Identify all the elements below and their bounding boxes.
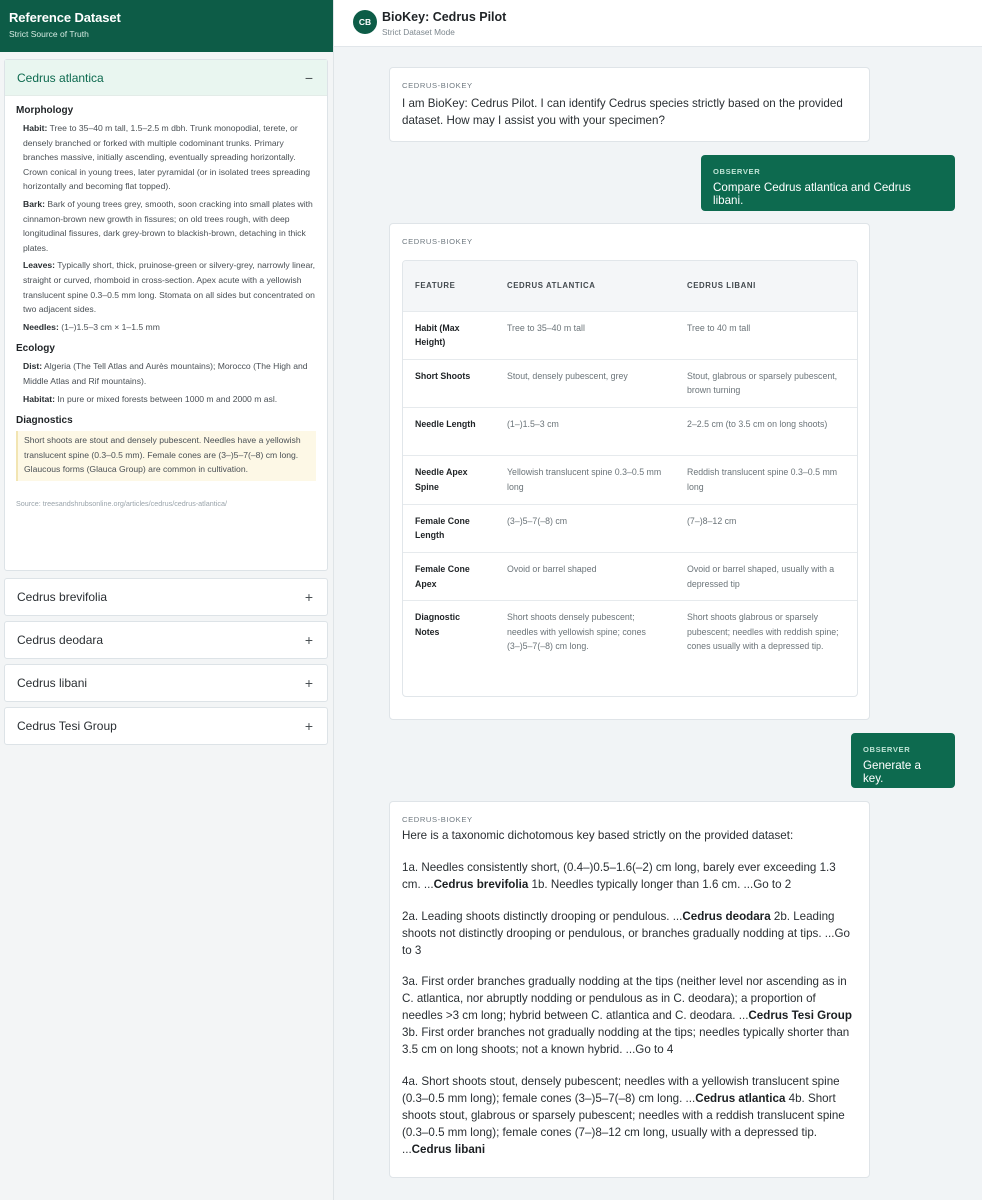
- expand-icon[interactable]: +: [304, 589, 314, 605]
- taxon-name: Cedrus brevifolia: [433, 877, 529, 891]
- message-text: Compare Cedrus atlantica and Cedrus libani.: [713, 181, 911, 207]
- feature-cell: Needle Length: [403, 408, 495, 456]
- user-label: OBSERVER: [713, 167, 761, 176]
- atlantica-cell: (1–)1.5–3 cm: [495, 408, 675, 456]
- accordion-header[interactable]: [5, 579, 327, 615]
- diagnostics-box: Short shoots are stout and densely pubescent. Needles have a yellowish translucent spine (0.3–0.5 mm). Female cones are (3–)5–7(–8) cm long. Glaucous forms (Glauca Group) are common in cultivation.: [16, 431, 316, 481]
- expand-icon[interactable]: +: [304, 718, 314, 734]
- key-couplet-1: 1a. Needles consistently short, (0.4–)0.5–1.6(–2) cm long, barely ever exceeding 1.3 cm. ...Cedrus brevifolia 1b. Needles typically longer than 1.6 cm. ...Go to 2: [402, 860, 836, 891]
- bot-label: CEDRUS-BIOKEY: [402, 815, 473, 824]
- accordion-title: Cedrus brevifolia: [17, 590, 108, 604]
- user-label: OBSERVER: [863, 745, 911, 754]
- accordion-header[interactable]: [5, 665, 327, 701]
- bark-entry: Bark: Bark of young trees grey, smooth, soon cracking into small plates with cinnamon-brown new growth in fissures; on old trees rough, with deep longitudinal fissures, dark grey-brown to blackish-brown, detaching in thick plates.: [23, 198, 313, 253]
- accordion-title: Cedrus atlantica: [17, 70, 104, 85]
- key-intro: Here is a taxonomic dichotomous key based strictly on the provided dataset:: [402, 829, 794, 842]
- libani-cell: Stout, glabrous or sparsely pubescent, brown turning: [675, 359, 857, 407]
- sidebar-title: Reference Dataset: [9, 10, 121, 25]
- feature-cell: Female Cone Apex: [403, 552, 495, 600]
- habit-entry: Habit: Tree to 35–40 m tall, 1.5–2.5 m dbh. Trunk monopodial, terete, or densely branched or forked with multiple codominant trunks. Primary branches massive, initially ascending, eventually spreading horizontally. Crown conical in young trees, later pyramidal (or in isolated trees spreading horizontally and becoming flat topped).: [23, 123, 311, 192]
- table-header-row: [403, 261, 857, 311]
- bot-message-comparison: [389, 223, 870, 720]
- accordion-body: [5, 96, 327, 508]
- key-couplet-4: 4a. Short shoots stout, densely pubescent; needles with a yellowish translucent spine (0.3–0.5 mm long); female cones (3–)5–7(–8) cm long. ...Cedrus atlantica 4b. Short shoots stout, glabrous or sparsely pubescent; needles with a reddish translucent spine (0.3–0.5 mm long); female cones (7–)8–12 cm long, usually with a depressed tip. ...Cedrus libani: [402, 1074, 845, 1156]
- feature-cell: Short Shoots: [403, 359, 495, 407]
- taxon-name: Cedrus Tesi Group: [748, 1009, 852, 1023]
- user-message-compare: [701, 155, 955, 211]
- feature-cell: Habit (Max Height): [403, 311, 495, 359]
- key-couplet-3: 3a. First order branches gradually nodding at the tips (neither level nor ascending as in C. atlantica, nor abruptly nodding or pendulous as in C. deodara); a proportion of needles >3 cm long; hybrid between C. atlantica and C. deodara. ...Cedrus Tesi Group 3b. First order branches not gradually nodding at the tips; needles typically shorter than 3.5 cm on long shoots; not a known hybrid. ...Go to 4: [402, 975, 852, 1057]
- table-row: [403, 456, 857, 504]
- bot-message-key: [389, 801, 870, 1178]
- needles-entry: Needles: (1–)1.5–3 cm × 1–1.5 mm: [23, 321, 160, 332]
- message-text: Generate a key.: [863, 759, 922, 785]
- column-header: FEATURE: [403, 261, 495, 311]
- libani-cell: Tree to 40 m tall: [675, 311, 857, 359]
- sidebar-header: [0, 0, 333, 52]
- user-message-key: [851, 733, 955, 788]
- atlantica-cell: Yellowish translucent spine 0.3–0.5 mm long: [495, 456, 675, 504]
- key-couplet-2: 2a. Leading shoots distinctly drooping or pendulous. ...Cedrus deodara 2b. Leading shoots not distinctly drooping or pendulous, or branches gradually nodding at tips. ...Go to 3: [402, 909, 850, 957]
- accordion-item-cedrus-brevifolia[interactable]: [4, 578, 328, 616]
- accordion-title: Cedrus Tesi Group: [17, 719, 117, 733]
- accordion-header-cedrus-atlantica[interactable]: [5, 60, 327, 96]
- expand-icon[interactable]: +: [304, 675, 314, 691]
- diagnostics-heading: Diagnostics: [16, 415, 73, 427]
- table-row: [403, 601, 857, 654]
- feature-cell: Female Cone Length: [403, 504, 495, 552]
- table-row: [403, 359, 857, 407]
- libani-cell: Reddish translucent spine 0.3–0.5 mm long: [675, 456, 857, 504]
- morphology-heading: Morphology: [16, 105, 74, 116]
- bot-label: CEDRUS-BIOKEY: [402, 237, 473, 246]
- habitat-entry: Habitat: In pure or mixed forests between 1000 m and 2000 m asl.: [23, 393, 278, 404]
- accordion-item-cedrus-atlantica: [4, 59, 328, 571]
- table-row: [403, 408, 857, 456]
- table-row: [403, 311, 857, 359]
- feature-cell: Needle Apex Spine: [403, 456, 495, 504]
- accordion-title: Cedrus libani: [17, 676, 88, 690]
- sidebar-subtitle: Strict Source of Truth: [9, 29, 89, 39]
- comparison-table: [402, 260, 858, 697]
- column-header: CEDRUS ATLANTICA: [495, 261, 675, 311]
- leaves-entry: Leaves: Typically short, thick, pruinose-green or silvery-grey, narrowly linear, straight or curved, rhomboid in cross-section. Apex acute with a yellowish translucent spine 0.3–0.5 mm long. Stomata on all sides but concentrated on two adjacent sides.: [23, 260, 315, 315]
- column-header: CEDRUS LIBANI: [675, 261, 857, 311]
- accordion-header[interactable]: [5, 708, 327, 744]
- avatar: CB: [353, 10, 377, 34]
- taxon-name: Cedrus libani: [411, 1142, 486, 1156]
- accordion-item-cedrus-libani[interactable]: [4, 664, 328, 702]
- accordion-title: Cedrus deodara: [17, 633, 104, 647]
- libani-cell: (7–)8–12 cm: [675, 504, 857, 552]
- source-link[interactable]: Source: treesandshrubsonline.org/articles/cedrus/cedrus-atlantica/: [16, 498, 227, 508]
- atlantica-cell: Short shoots densely pubescent; needles with yellowish spine; cones (3–)5–7(–8) cm long.: [495, 601, 675, 654]
- ecology-heading: Ecology: [16, 343, 55, 355]
- atlantica-cell: (3–)5–7(–8) cm: [495, 504, 675, 552]
- chat-header: [334, 0, 982, 47]
- expand-icon[interactable]: +: [304, 632, 314, 648]
- feature-cell: Diagnostic Notes: [403, 601, 495, 654]
- accordion-item-cedrus-tesi-group[interactable]: [4, 707, 328, 745]
- atlantica-cell: Stout, densely pubescent, grey: [495, 359, 675, 407]
- app-title: BioKey: Cedrus Pilot: [382, 10, 507, 24]
- distribution-entry: Dist: Algeria (The Tell Atlas and Aurès mountains); Morocco (The High and Middle Atlas and Rif mountains).: [23, 361, 308, 386]
- taxon-name: Cedrus deodara: [682, 909, 771, 923]
- atlantica-cell: Ovoid or barrel shaped: [495, 552, 675, 600]
- libani-cell: 2–2.5 cm (to 3.5 cm on long shoots): [675, 408, 857, 456]
- accordion-header[interactable]: [5, 622, 327, 658]
- bot-message-greeting: [389, 67, 870, 142]
- table-row: [403, 552, 857, 600]
- accordion-item-cedrus-deodara[interactable]: [4, 621, 328, 659]
- table-row: [403, 504, 857, 552]
- libani-cell: Ovoid or barrel shaped, usually with a depressed tip: [675, 552, 857, 600]
- app-subtitle: Strict Dataset Mode: [382, 27, 455, 37]
- taxon-name: Cedrus atlantica: [695, 1091, 786, 1105]
- libani-cell: Short shoots glabrous or sparsely pubescent; needles with reddish spine; cones usually with a depressed tip.: [675, 601, 857, 654]
- reference-sidebar: [0, 0, 334, 1200]
- collapse-icon[interactable]: −: [304, 69, 314, 86]
- message-text: I am BioKey: Cedrus Pilot. I can identify Cedrus species strictly based on the provided dataset. How may I assist you with your specimen?: [402, 97, 843, 127]
- bot-label: CEDRUS-BIOKEY: [402, 81, 473, 90]
- atlantica-cell: Tree to 35–40 m tall: [495, 311, 675, 359]
